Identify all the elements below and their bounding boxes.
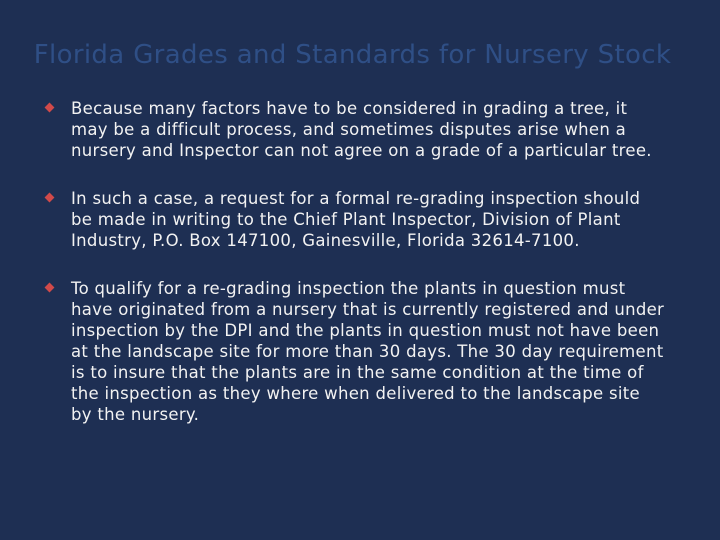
slide-title: Florida Grades and Standards for Nursery Stock [33, 40, 672, 70]
bullet-text: In such a case, a request for a formal re-grading inspection should be made in writing to the Chief Plant Inspector, Division of Plant Industry, P.O. Box 147100, Gainesville, Florida 32614-7100. [71, 189, 641, 250]
bullet-item [46, 188, 666, 251]
bullet-item [46, 278, 666, 425]
bullet-list [46, 98, 666, 452]
bullet-item [46, 98, 666, 161]
bullet-text: Because many factors have to be considered in grading a tree, it may be a difficult process, and sometimes disputes arise when a nursery and Inspector can not agree on a grade of a particular tree. [71, 99, 652, 160]
diamond-bullet-icon [45, 283, 55, 293]
diamond-bullet-icon [45, 103, 55, 113]
diamond-bullet-icon [45, 193, 55, 203]
bullet-text: To qualify for a re-grading inspection the plants in question must have originated from a nursery that is currently registered and under inspection by the DPI and the plants in question must not have been at the landscape site for more than 30 days. The 30 day requirement is to insure that the plants are in the same condition at the time of the inspection as they where when delivered to the landscape site by the nursery. [71, 279, 665, 424]
